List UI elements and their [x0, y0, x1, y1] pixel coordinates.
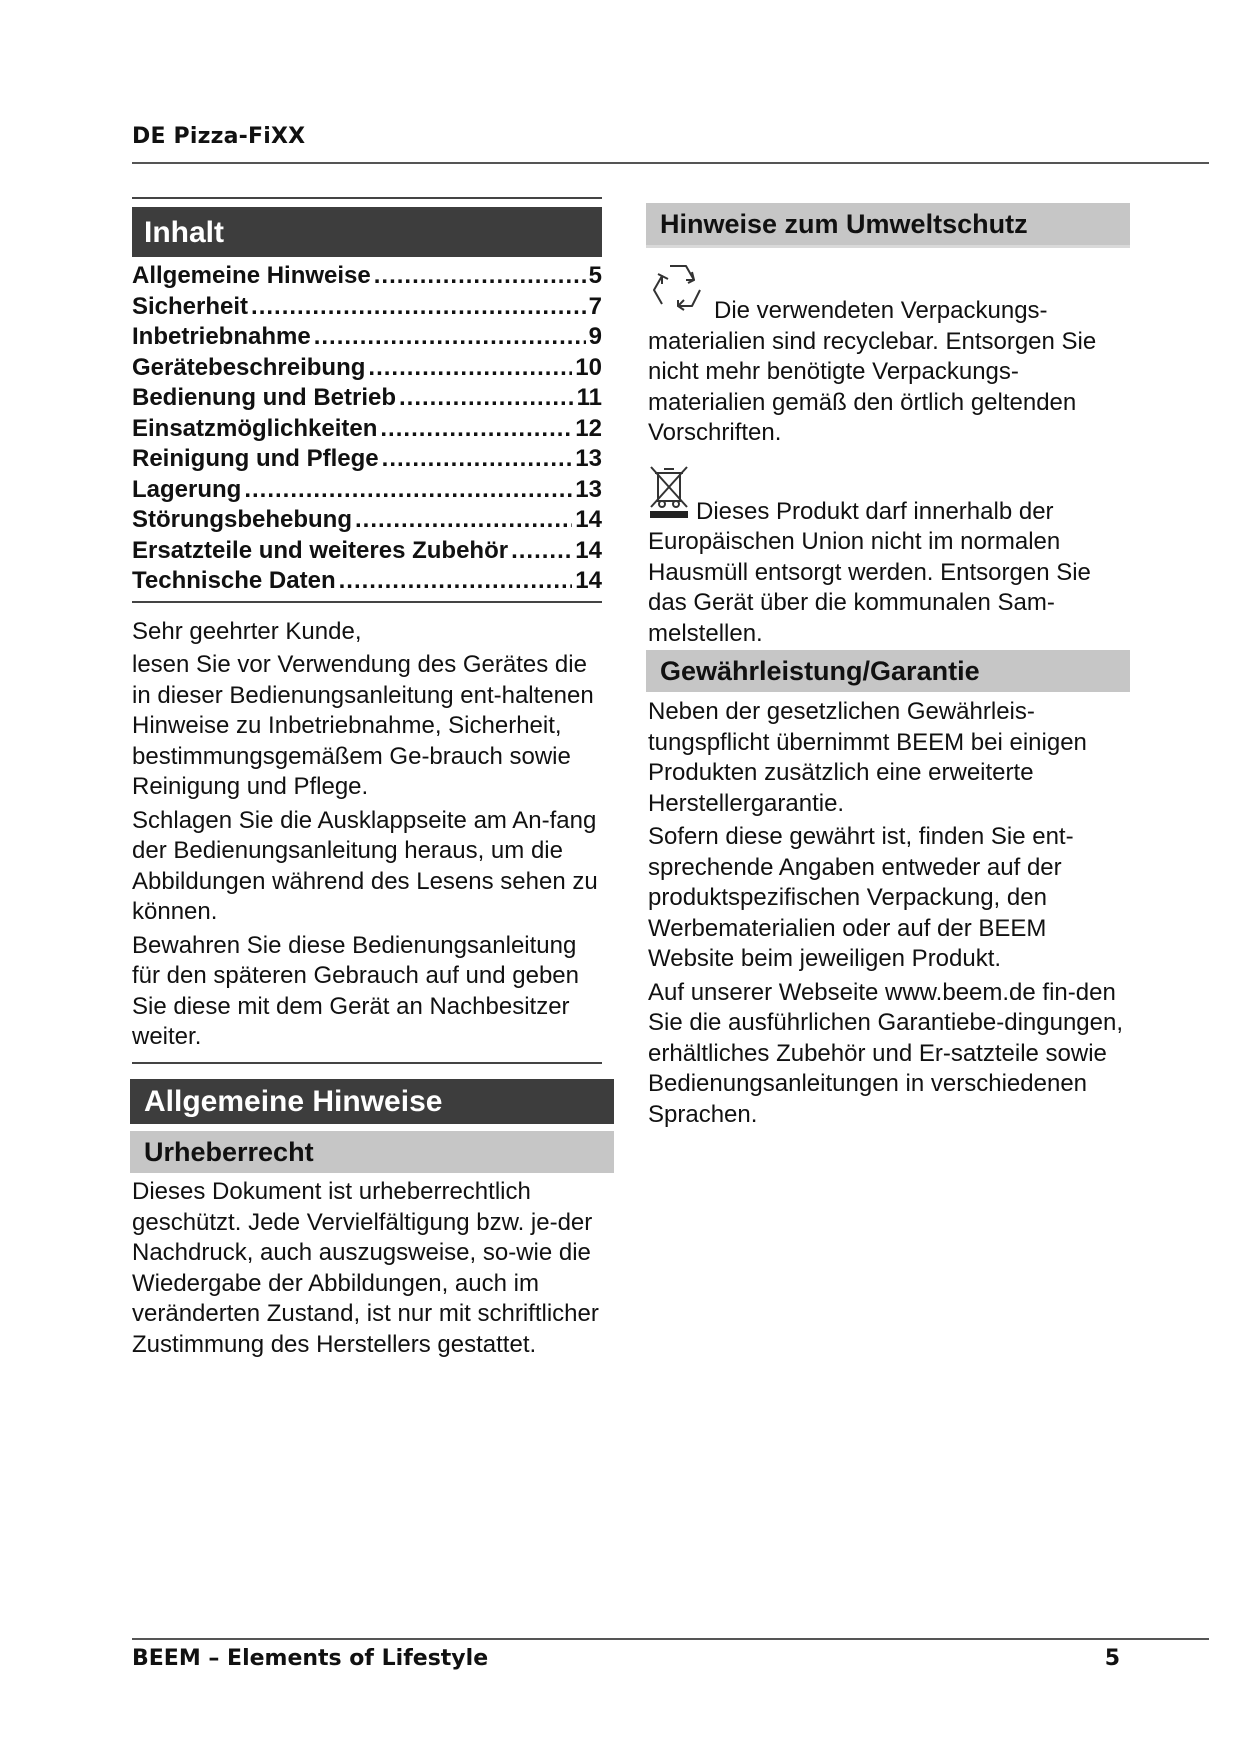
toc-entry[interactable]	[132, 261, 602, 292]
copyright-heading: Urheberrecht	[130, 1131, 614, 1173]
header-divider	[132, 162, 1209, 164]
toc-leader-dots	[511, 536, 572, 567]
toc-leader-dots	[251, 292, 586, 323]
intro-paragraph: lesen Sie vor Verwendung des Gerätes die in dieser Bedienungsanleitung ent-haltenen Hinweise zu Inbetriebnahme, Sicherheit, bestimmungsgemäßem Ge-brauch sowie Reinigung und Pflege.	[132, 651, 594, 800]
toc-entry-page: 14	[575, 536, 602, 564]
toc-entry[interactable]	[132, 414, 602, 445]
toc-entry-page: 14	[575, 567, 602, 594]
toc-leader-dots	[374, 261, 586, 292]
recycling-text: Die verwendeten Verpackungs-materialien sind recyclebar. Entsorgen Sie nicht mehr benötigte Verpackungs-materialien gemäß den örtlich geltenden Vorschriften.	[648, 297, 1097, 446]
recycle-icon	[648, 258, 708, 327]
toc-entry-title: Störungsbehebung	[132, 506, 352, 533]
toc-leader-dots	[244, 475, 572, 506]
copyright-text: Dieses Dokument ist urheberrechtlich geschützt. Jede Vervielfältigung bzw. je-der Nachdruck, auch auszugsweise, so-wie die Wiedergabe der Abbildungen, auch im veränderten Zustand, ist nur mit schriftlicher Zustimmung des Herstellers gestattet.	[132, 1178, 599, 1358]
toc-entry[interactable]	[132, 536, 602, 567]
toc-entry-title: Reinigung und Pflege	[132, 445, 379, 472]
toc-entry-title: Inbetriebnahme	[132, 323, 311, 350]
environment-heading: Hinweise zum Umweltschutz	[646, 203, 1130, 248]
toc-entry-title: Technische Daten	[132, 567, 336, 594]
toc-leader-dots	[339, 566, 573, 597]
toc-leader-dots	[399, 383, 574, 414]
toc-entry-page: 10	[575, 353, 602, 381]
toc-entry[interactable]	[132, 505, 602, 536]
intro-paragraph: Schlagen Sie die Ausklappseite am An-fang der Bedienungsanleitung heraus, um die Abbildungen während des Lesens sehen zu können.	[132, 806, 598, 925]
left-column	[132, 197, 602, 1056]
warranty-paragraph: Auf unserer Webseite www.beem.de fin-den Sie die ausführlichen Garantiebe-dingungen, erhältliches Zubehör und Er-satzteile sowie Bedienungsanleitungen in verschiedenen Sprachen.	[648, 978, 1123, 1128]
toc-entry-title: Gerätebeschreibung	[132, 353, 366, 381]
section-divider	[132, 1062, 602, 1064]
toc-leader-dots	[368, 353, 572, 384]
toc-entry-page: 9	[588, 323, 602, 350]
table-of-contents	[132, 261, 602, 597]
toc-entry-page: 5	[588, 262, 602, 289]
toc-entry[interactable]	[132, 292, 602, 323]
toc-entry-page: 13	[575, 475, 602, 503]
copyright-section	[132, 1177, 602, 1363]
disposal-note	[648, 463, 1128, 650]
disposal-text: Dieses Produkt darf innerhalb der Europäischen Union nicht im normalen Hausmüll entsorgt werden. Entsorgen Sie das Gerät über die kommunalen Sam-melstellen.	[648, 497, 1091, 647]
crossed-bin-icon	[648, 463, 690, 528]
toc-entry-page: 13	[575, 445, 602, 472]
toc-entry[interactable]	[132, 566, 602, 597]
toc-entry-title: Ersatzteile und weiteres Zubehör	[132, 536, 509, 564]
toc-entry-title: Allgemeine Hinweise	[132, 262, 371, 289]
environment-section	[648, 258, 1128, 649]
warranty-heading: Gewährleistung/Garantie	[646, 650, 1130, 692]
toc-entry-title: Lagerung	[132, 475, 242, 503]
toc-heading: Inhalt	[132, 207, 602, 257]
toc-entry-page: 11	[576, 384, 602, 411]
recycling-note	[648, 258, 1128, 449]
toc-leader-dots	[382, 444, 573, 475]
warranty-section	[648, 697, 1128, 1133]
footer-brand: BEEM – Elements of Lifestyle	[132, 1646, 489, 1671]
toc-entry-page: 7	[588, 292, 602, 320]
toc-entry[interactable]	[132, 353, 602, 384]
footer-divider	[132, 1638, 1209, 1640]
general-notes-heading: Allgemeine Hinweise	[130, 1079, 614, 1124]
toc-leader-dots	[355, 505, 572, 536]
toc-entry[interactable]	[132, 322, 602, 353]
intro-paragraph: Bewahren Sie diese Bedienungsanleitung für den späteren Gebrauch auf und geben Sie diese mit dem Gerät an Nachbesitzer weiter.	[132, 931, 579, 1050]
toc-entry-page: 12	[575, 414, 602, 442]
toc-bottom-rule	[132, 601, 602, 603]
toc-entry[interactable]	[132, 475, 602, 506]
warranty-paragraph: Neben der gesetzlichen Gewährleis-tungspflicht übernimmt BEEM bei einigen Produkten zusätzlich eine erweiterte Herstellergarantie.	[648, 698, 1087, 817]
document-header-title: DE Pizza-FiXX	[132, 124, 306, 149]
toc-entry-title: Bedienung und Betrieb	[132, 384, 396, 411]
intro-section	[132, 617, 602, 1053]
toc-entry-title: Einsatzmöglichkeiten	[132, 414, 378, 442]
intro-greeting: Sehr geehrter Kunde,	[132, 617, 362, 645]
toc-top-rule	[132, 197, 602, 199]
toc-leader-dots	[314, 322, 586, 353]
toc-entry[interactable]	[132, 383, 602, 414]
toc-entry-page: 14	[575, 506, 602, 533]
toc-entry[interactable]	[132, 444, 602, 475]
footer-page-number: 5	[1104, 1646, 1120, 1671]
toc-entry-title: Sicherheit	[132, 292, 249, 320]
toc-leader-dots	[380, 414, 572, 445]
warranty-paragraph: Sofern diese gewährt ist, finden Sie ent-sprechende Angaben entweder auf der produktspezifischen Verpackung, den Werbematerialien oder auf der BEEM Website beim jeweiligen Produkt.	[648, 823, 1074, 972]
